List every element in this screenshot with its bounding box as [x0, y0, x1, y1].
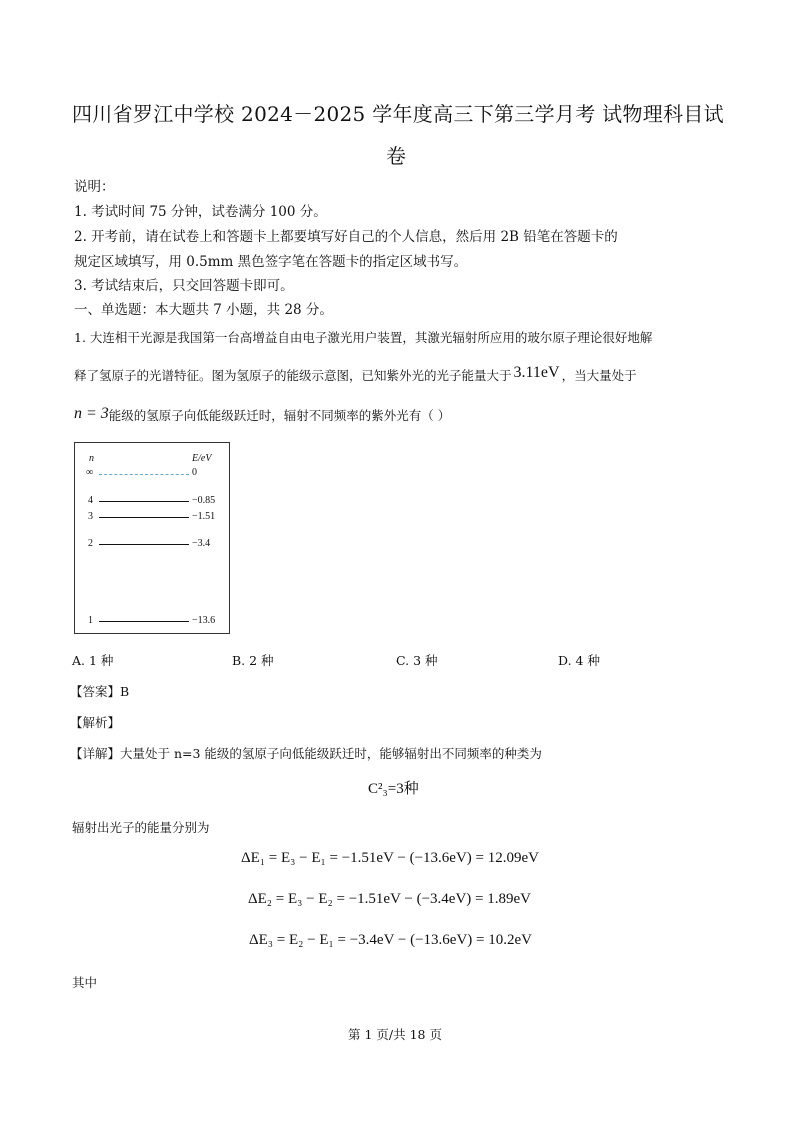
question-line3-text: 能级的氢原子向低能级跃迁时，辐射不同频率的紫外光有（ ） [108, 408, 451, 423]
instruction-item: 规定区域填写，用 0.5mm 黑色签字笔在答题卡的指定区域书写。 [74, 254, 468, 270]
question-line2-b: ，当大量处于 [561, 368, 637, 383]
equation-3: ΔE₃ = E₂ − E₁ = −3.4eV − (−13.6eV) = 10.2eV [249, 932, 532, 948]
col-n-label: n [89, 453, 94, 464]
combination-formula: C²₃=3种 [368, 781, 419, 797]
level-line-inf [99, 474, 189, 475]
level-e-3: −1.51 [192, 511, 216, 522]
option-b[interactable]: B. 2 种 [232, 653, 274, 668]
level-line-1 [99, 621, 189, 622]
level-n-3: 3 [88, 511, 93, 522]
level-line-4 [99, 501, 189, 502]
option-c[interactable]: C. 3 种 [396, 653, 438, 668]
energy-intro: 辐射出光子的能量分别为 [72, 820, 210, 835]
level-e-inf: 0 [192, 467, 197, 478]
option-d[interactable]: D. 4 种 [558, 653, 600, 668]
instructions-heading: 说明： [74, 179, 115, 195]
section-heading: 一、单选题：本大题共 7 小题，共 28 分。 [74, 302, 333, 318]
level-n-2: 2 [88, 538, 93, 549]
page-title-line1: 四川省罗江中学校 2024－2025 学年度高三下第三学月考 试物理科目试 [72, 102, 724, 126]
level-e-4: −0.85 [192, 495, 216, 506]
level-e-1: −13.6 [192, 615, 216, 626]
option-a[interactable]: A. 1 种 [72, 653, 114, 668]
qizhong-text: 其中 [72, 975, 98, 990]
instruction-item: 3. 考试结束后，只交回答题卡即可。 [74, 278, 294, 294]
detail-text: 【详解】大量处于 n=3 能级的氢原子向低能级跃迁时，能够辐射出不同频率的种类为 [70, 746, 542, 761]
level-n-4: 4 [88, 495, 93, 506]
answer-label: 【答案】B [70, 684, 130, 699]
level-line-2 [99, 544, 189, 545]
question-line1: 1. 大连相干光源是我国第一台高增益自由电子激光用户装置，其激光辐射所应用的玻尔原子理论很好地解 [74, 330, 653, 345]
equation-2: ΔE₂ = E₃ − E₂ = −1.51eV − (−3.4eV) = 1.89eV [248, 891, 531, 907]
question-line2 [74, 366, 637, 385]
instruction-item: 2. 开考前，请在试卷上和答题卡上都要填写好自己的个人信息，然后用 2B 铅笔在答题卡的 [74, 229, 618, 245]
energy-level-diagram [74, 442, 230, 634]
level-n-1: 1 [88, 615, 93, 626]
question-line2-a: 释了氢原子的光谱特征。图为氢原子的能级示意图，已知紫外光的光子能量大于 [74, 368, 512, 383]
level-n-inf: ∞ [86, 467, 94, 478]
photon-energy-value: 3.11eV [513, 364, 560, 381]
page-title-line2: 卷 [386, 144, 407, 168]
question-line3 [74, 406, 450, 425]
analysis-label: 【解析】 [70, 715, 121, 730]
level-line-3 [99, 517, 189, 518]
instruction-item: 1. 考试时间 75 分钟，试卷满分 100 分。 [74, 204, 327, 220]
equation-1: ΔE₁ = E₃ − E₁ = −1.51eV − (−13.6eV) = 12.09eV [241, 850, 539, 866]
n-equals-3: n = 3 [74, 405, 109, 422]
col-e-label: E/eV [192, 453, 212, 464]
page-footer: 第 1 页/共 18 页 [348, 1027, 442, 1042]
level-e-2: −3.4 [192, 538, 211, 549]
